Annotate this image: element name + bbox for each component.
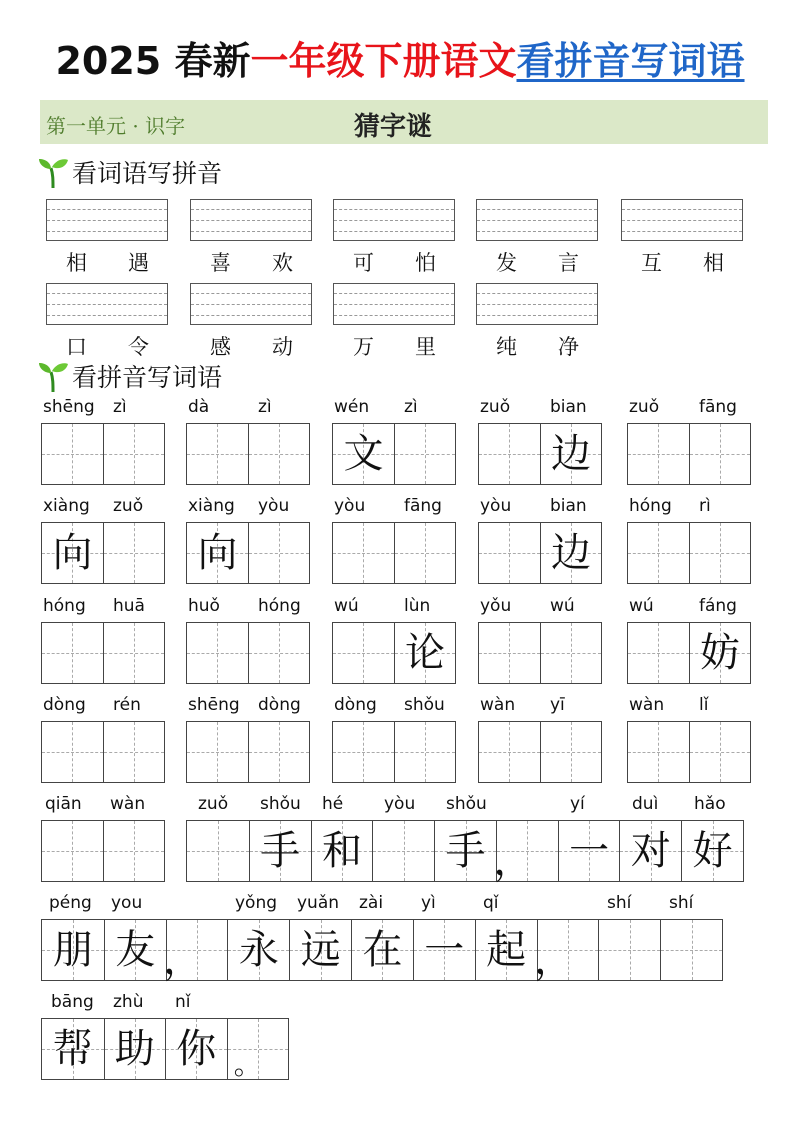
cell-character: 帮 (52, 1026, 93, 1072)
pinyin-label: xiàng (188, 496, 235, 516)
word-character: 喜 (210, 251, 231, 275)
word-character: 口 (66, 335, 87, 359)
pinyin-label: bāng (51, 992, 94, 1012)
pinyin-answer-box[interactable] (190, 283, 312, 325)
writing-cell[interactable] (689, 722, 750, 782)
section-heading-pinyin-to-words (36, 358, 222, 394)
pinyin-label: wú (550, 596, 575, 616)
writing-cell[interactable] (628, 424, 689, 484)
pinyin-answer-box[interactable] (46, 199, 168, 241)
pinyin-label: fāng (699, 397, 737, 417)
pinyin-label: wú (334, 596, 359, 616)
pinyin-label: zuǒ (480, 397, 511, 417)
writing-cell[interactable] (248, 523, 309, 583)
title-prefix: 2025 春新 (55, 39, 251, 83)
cell-character: 和 (321, 828, 362, 874)
title-topic: 看拼音写词语 (516, 39, 745, 83)
writing-cell[interactable] (42, 523, 103, 583)
pinyin-label: zài (359, 893, 384, 913)
pinyin-label: wàn (110, 794, 146, 814)
pinyin-label: rén (113, 695, 141, 715)
pinyin-label: yǒu (480, 596, 512, 616)
pinyin-label: yǒng (235, 893, 278, 913)
pinyin-label: lùn (404, 596, 431, 616)
word-grid (478, 721, 602, 783)
sprout-icon (36, 156, 70, 190)
word-character: 令 (128, 335, 149, 359)
pinyin-answer-box[interactable] (621, 199, 743, 241)
cell-character: 助 (114, 1026, 155, 1072)
writing-cell[interactable] (165, 1019, 227, 1079)
writing-cell[interactable] (333, 424, 394, 484)
pinyin-label: zì (404, 397, 418, 417)
writing-cell[interactable] (479, 722, 540, 782)
word-character: 发 (496, 251, 517, 275)
pinyin-label: lǐ (699, 695, 709, 715)
writing-cell[interactable] (104, 1019, 166, 1079)
cell-character: 在 (362, 927, 403, 973)
word-character: 万 (353, 335, 374, 359)
pinyin-label: shēng (188, 695, 240, 715)
pinyin-label: nǐ (175, 992, 191, 1012)
word-grid (186, 423, 310, 485)
cell-character: 朋 (52, 927, 93, 973)
pinyin-label: huā (113, 596, 145, 616)
pinyin-label: fáng (699, 596, 737, 616)
word-grid (186, 721, 310, 783)
pinyin-label: zhù (113, 992, 144, 1012)
word-grid (627, 423, 751, 485)
writing-cell[interactable] (42, 1019, 104, 1079)
pinyin-label: dòng (43, 695, 86, 715)
word-character: 里 (415, 335, 436, 359)
pinyin-answer-box[interactable] (190, 199, 312, 241)
cell-character: ， (493, 838, 534, 884)
pinyin-label: shēng (43, 397, 95, 417)
pinyin-label: péng (49, 893, 92, 913)
pinyin-label: rì (699, 496, 711, 516)
pinyin-label: dòng (258, 695, 301, 715)
cell-character: 边 (550, 431, 591, 477)
writing-cell[interactable] (493, 821, 558, 884)
pinyin-label: hóng (43, 596, 86, 616)
word-grid (332, 721, 456, 783)
writing-cell[interactable] (413, 920, 475, 980)
pinyin-label: zì (258, 397, 272, 417)
writing-cell[interactable] (619, 821, 681, 881)
pinyin-label: you (111, 893, 143, 913)
writing-cell[interactable] (248, 424, 309, 484)
cell-character: 好 (692, 828, 733, 874)
word-grid (41, 820, 165, 882)
writing-cell[interactable] (103, 523, 164, 583)
pinyin-label: xiàng (43, 496, 90, 516)
pinyin-label: shǒu (446, 794, 487, 814)
writing-cell[interactable] (187, 821, 249, 881)
writing-cell[interactable] (42, 424, 103, 484)
cell-character: 。 (233, 1048, 262, 1081)
word-grid (41, 622, 165, 684)
word-character: 动 (272, 335, 293, 359)
unit-bar (40, 100, 768, 144)
pinyin-label: yuǎn (297, 893, 340, 913)
pinyin-label: zuǒ (113, 496, 144, 516)
pinyin-label: dòng (334, 695, 377, 715)
writing-cell[interactable] (248, 623, 309, 683)
pinyin-label: zì (113, 397, 127, 417)
writing-cell[interactable] (475, 920, 537, 980)
pinyin-label: hǎo (694, 794, 726, 814)
writing-cell[interactable] (187, 722, 248, 782)
pinyin-label: zuǒ (629, 397, 660, 417)
pinyin-label: shǒu (260, 794, 301, 814)
sentence-grid (41, 919, 723, 981)
sentence-grid (186, 820, 744, 882)
cell-character: 远 (300, 927, 341, 973)
writing-cell[interactable] (333, 523, 394, 583)
word-character: 相 (703, 251, 724, 275)
writing-cell[interactable] (533, 920, 599, 983)
word-character: 净 (558, 335, 579, 359)
word-grid (627, 721, 751, 783)
writing-cell[interactable] (540, 623, 601, 683)
cell-character: 妨 (699, 630, 740, 676)
pinyin-label: yī (550, 695, 565, 715)
writing-cell[interactable] (598, 920, 660, 980)
pinyin-label: dà (188, 397, 210, 417)
cell-character: 手 (445, 828, 486, 874)
pinyin-answer-box[interactable] (333, 199, 455, 241)
writing-cell[interactable] (227, 1019, 289, 1079)
writing-cell[interactable] (394, 523, 455, 583)
pinyin-label: hóng (258, 596, 301, 616)
writing-cell[interactable] (540, 722, 601, 782)
writing-cell[interactable] (681, 821, 743, 881)
pinyin-label: wàn (629, 695, 665, 715)
pinyin-label: yòu (384, 794, 416, 814)
cell-character: 永 (238, 927, 279, 973)
writing-cell[interactable] (42, 920, 104, 980)
section-title: 看词语写拼音 (72, 159, 223, 188)
word-character: 言 (558, 251, 579, 275)
writing-cell[interactable] (187, 424, 248, 484)
pinyin-label: yì (421, 893, 436, 913)
cell-character: ， (533, 937, 574, 983)
writing-cell[interactable] (479, 424, 540, 484)
writing-cell[interactable] (103, 623, 164, 683)
writing-cell[interactable] (689, 424, 750, 484)
word-character: 怕 (415, 251, 436, 275)
cell-character: 友 (115, 927, 156, 973)
cell-character: 起 (486, 927, 527, 973)
word-grid (41, 721, 165, 783)
sentence-grid (41, 1018, 289, 1080)
writing-cell[interactable] (689, 623, 750, 683)
pinyin-label: yòu (334, 496, 366, 516)
cell-character: 一 (569, 828, 610, 874)
writing-cell[interactable] (628, 623, 689, 683)
pinyin-label: huǒ (188, 596, 220, 616)
word-grid (478, 522, 602, 584)
cell-character: 对 (630, 828, 671, 874)
writing-cell[interactable] (103, 722, 164, 782)
writing-cell[interactable] (434, 821, 496, 881)
pinyin-label: yí (570, 794, 585, 814)
page-title (0, 38, 800, 84)
writing-cell[interactable] (103, 424, 164, 484)
cell-character: 向 (52, 530, 93, 576)
writing-cell[interactable] (540, 523, 601, 583)
writing-cell[interactable] (42, 821, 103, 881)
cell-character: 边 (550, 530, 591, 576)
lesson-title: 猜字谜 (354, 112, 433, 142)
cell-character: 论 (404, 630, 445, 676)
writing-cell[interactable] (103, 821, 164, 881)
word-character: 欢 (272, 251, 293, 275)
writing-cell[interactable] (372, 821, 434, 881)
pinyin-label: yòu (258, 496, 290, 516)
cell-character: 手 (260, 828, 301, 874)
pinyin-label: yòu (480, 496, 512, 516)
pinyin-label: qǐ (483, 893, 499, 913)
cell-character: ， (163, 937, 204, 983)
cell-character: 文 (343, 431, 384, 477)
word-grid (627, 522, 751, 584)
pinyin-label: bian (550, 397, 587, 417)
pinyin-answer-box[interactable] (333, 283, 455, 325)
word-character: 纯 (496, 335, 517, 359)
writing-cell[interactable] (351, 920, 413, 980)
pinyin-answer-box[interactable] (476, 283, 598, 325)
writing-cell[interactable] (311, 821, 373, 881)
writing-cell[interactable] (628, 523, 689, 583)
section-heading-words-to-pinyin (36, 154, 222, 190)
word-character: 可 (353, 251, 374, 275)
section-title: 看拼音写词语 (72, 363, 223, 392)
writing-cell[interactable] (628, 722, 689, 782)
word-grid (478, 622, 602, 684)
writing-cell[interactable] (689, 523, 750, 583)
word-character: 感 (210, 335, 231, 359)
writing-cell[interactable] (333, 623, 394, 683)
word-grid (41, 522, 165, 584)
pinyin-answer-box[interactable] (46, 283, 168, 325)
pinyin-label: shí (607, 893, 632, 913)
cell-character: 一 (424, 927, 465, 973)
word-character: 遇 (128, 251, 149, 275)
word-grid (627, 622, 751, 684)
pinyin-label: hé (322, 794, 344, 814)
pinyin-label: wú (629, 596, 654, 616)
writing-cell[interactable] (248, 722, 309, 782)
word-character: 互 (641, 251, 662, 275)
writing-cell[interactable] (187, 523, 248, 583)
cell-character: 你 (176, 1026, 217, 1072)
pinyin-label: hóng (629, 496, 672, 516)
word-grid (186, 522, 310, 584)
writing-cell[interactable] (394, 722, 455, 782)
writing-cell[interactable] (163, 920, 228, 983)
cell-character: 向 (197, 530, 238, 576)
writing-cell[interactable] (42, 722, 103, 782)
writing-cell[interactable] (394, 424, 455, 484)
word-grid (332, 522, 456, 584)
word-character: 相 (66, 251, 87, 275)
pinyin-answer-box[interactable] (476, 199, 598, 241)
writing-cell[interactable] (289, 920, 351, 980)
writing-cell[interactable] (660, 920, 722, 980)
pinyin-label: wén (334, 397, 370, 417)
pinyin-label: shǒu (404, 695, 445, 715)
writing-cell[interactable] (558, 821, 620, 881)
word-grid (332, 423, 456, 485)
unit-label: 第一单元 · 识字 (46, 114, 186, 138)
writing-cell[interactable] (540, 424, 601, 484)
writing-cell[interactable] (42, 623, 103, 683)
writing-cell[interactable] (249, 821, 311, 881)
writing-cell[interactable] (104, 920, 166, 980)
title-grade: 一年级下册语文 (250, 39, 517, 83)
word-grid (186, 622, 310, 684)
pinyin-label: bian (550, 496, 587, 516)
writing-cell[interactable] (227, 920, 289, 980)
writing-cell[interactable] (187, 623, 248, 683)
writing-cell[interactable] (333, 722, 394, 782)
writing-cell[interactable] (394, 623, 455, 683)
pinyin-label: qiān (45, 794, 82, 814)
pinyin-label: duì (632, 794, 659, 814)
writing-cell[interactable] (479, 523, 540, 583)
pinyin-label: shí (669, 893, 694, 913)
writing-cell[interactable] (479, 623, 540, 683)
pinyin-label: fāng (404, 496, 442, 516)
word-grid (332, 622, 456, 684)
word-grid (41, 423, 165, 485)
sprout-icon (36, 360, 70, 394)
pinyin-label: wàn (480, 695, 516, 715)
pinyin-label: zuǒ (198, 794, 229, 814)
word-grid (478, 423, 602, 485)
